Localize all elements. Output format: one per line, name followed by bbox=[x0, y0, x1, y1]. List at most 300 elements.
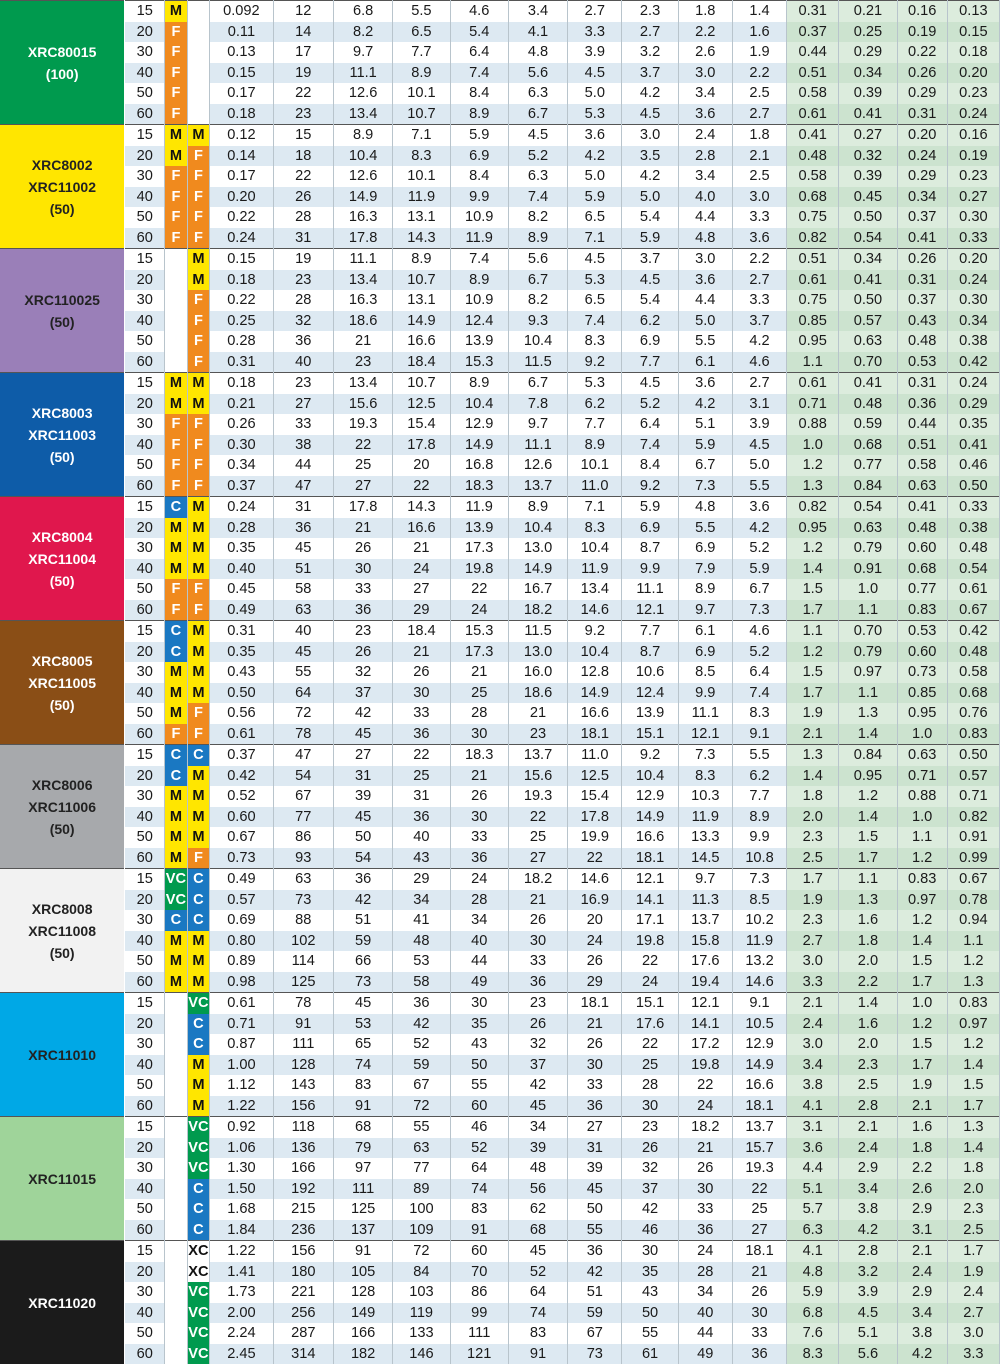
feed-cell: 2.2 bbox=[839, 972, 897, 993]
table-row bbox=[0, 22, 1000, 43]
depth-cell: 50 bbox=[125, 455, 165, 476]
feed-cell: 1.3 bbox=[839, 703, 897, 724]
condition-code-a: M bbox=[165, 931, 188, 952]
condition-code-b bbox=[187, 83, 210, 104]
value-cell: 20 bbox=[393, 455, 450, 476]
feed-cell: 0.53 bbox=[897, 352, 947, 373]
value-cell: 287 bbox=[273, 1323, 333, 1344]
value-cell: 0.73 bbox=[210, 848, 273, 869]
feed-cell: 0.50 bbox=[839, 207, 897, 228]
value-cell: 18.1 bbox=[732, 1096, 786, 1117]
value-cell: 25 bbox=[450, 683, 508, 704]
feed-cell: 1.5 bbox=[897, 1034, 947, 1055]
grade-label-line: (50) bbox=[0, 570, 124, 592]
feed-cell: 2.9 bbox=[839, 1158, 897, 1179]
table-row bbox=[0, 1220, 1000, 1241]
value-cell: 0.25 bbox=[210, 311, 273, 332]
value-cell: 15.8 bbox=[678, 931, 732, 952]
value-cell: 2.2 bbox=[732, 63, 786, 84]
value-cell: 27 bbox=[508, 848, 567, 869]
value-cell: 73 bbox=[333, 972, 392, 993]
condition-code-b: M bbox=[187, 766, 210, 787]
feed-cell: 1.0 bbox=[787, 435, 839, 456]
feed-cell: 1.3 bbox=[787, 745, 839, 766]
value-cell: 2.2 bbox=[732, 249, 786, 270]
value-cell: 29 bbox=[393, 869, 450, 890]
condition-code-a bbox=[165, 1241, 188, 1262]
value-cell: 40 bbox=[393, 827, 450, 848]
table-row bbox=[0, 1323, 1000, 1344]
feed-cell: 0.34 bbox=[839, 249, 897, 270]
feed-cell: 1.7 bbox=[787, 600, 839, 621]
value-cell: 0.17 bbox=[210, 166, 273, 187]
condition-code-b: F bbox=[187, 166, 210, 187]
value-cell: 121 bbox=[450, 1344, 508, 1364]
value-cell: 6.9 bbox=[678, 538, 732, 559]
value-cell: 0.42 bbox=[210, 766, 273, 787]
value-cell: 16.6 bbox=[393, 518, 450, 539]
value-cell: 0.31 bbox=[210, 621, 273, 642]
value-cell: 1.8 bbox=[732, 125, 786, 146]
value-cell: 55 bbox=[450, 1075, 508, 1096]
condition-code-a bbox=[165, 1282, 188, 1303]
feed-cell: 0.83 bbox=[897, 600, 947, 621]
feed-cell: 3.6 bbox=[787, 1138, 839, 1159]
value-cell: 5.5 bbox=[393, 1, 450, 22]
value-cell: 37 bbox=[622, 1179, 678, 1200]
value-cell: 8.3 bbox=[568, 518, 622, 539]
value-cell: 0.37 bbox=[210, 745, 273, 766]
depth-cell: 40 bbox=[125, 1179, 165, 1200]
depth-cell: 20 bbox=[125, 890, 165, 911]
feed-cell: 0.54 bbox=[839, 228, 897, 249]
value-cell: 5.9 bbox=[732, 559, 786, 580]
value-cell: 49 bbox=[678, 1344, 732, 1364]
feed-cell: 4.8 bbox=[787, 1262, 839, 1283]
value-cell: 0.43 bbox=[210, 662, 273, 683]
value-cell: 1.6 bbox=[732, 22, 786, 43]
value-cell: 26 bbox=[273, 187, 333, 208]
value-cell: 0.60 bbox=[210, 807, 273, 828]
feed-cell: 0.29 bbox=[947, 394, 999, 415]
value-cell: 125 bbox=[333, 1199, 392, 1220]
value-cell: 4.5 bbox=[732, 435, 786, 456]
table-row bbox=[0, 518, 1000, 539]
table-row bbox=[0, 228, 1000, 249]
feed-cell: 0.83 bbox=[897, 869, 947, 890]
condition-code-b bbox=[187, 104, 210, 125]
grade-label-line: XRC8006 bbox=[0, 774, 124, 796]
value-cell: 10.3 bbox=[678, 786, 732, 807]
condition-code-a bbox=[165, 1096, 188, 1117]
condition-code-a: F bbox=[165, 600, 188, 621]
condition-code-a: M bbox=[165, 394, 188, 415]
depth-cell: 50 bbox=[125, 579, 165, 600]
depth-cell: 15 bbox=[125, 869, 165, 890]
value-cell: 2.1 bbox=[732, 146, 786, 167]
feed-cell: 0.82 bbox=[787, 228, 839, 249]
feed-cell: 1.2 bbox=[787, 538, 839, 559]
value-cell: 11.1 bbox=[622, 579, 678, 600]
value-cell: 0.37 bbox=[210, 476, 273, 497]
value-cell: 7.3 bbox=[732, 869, 786, 890]
depth-cell: 15 bbox=[125, 373, 165, 394]
feed-cell: 2.4 bbox=[787, 1014, 839, 1035]
value-cell: 1.22 bbox=[210, 1241, 273, 1262]
feed-cell: 2.0 bbox=[947, 1179, 999, 1200]
value-cell: 5.2 bbox=[622, 394, 678, 415]
table-row bbox=[0, 890, 1000, 911]
value-cell: 63 bbox=[273, 600, 333, 621]
value-cell: 41 bbox=[393, 910, 450, 931]
feed-cell: 0.71 bbox=[787, 394, 839, 415]
condition-code-b: C bbox=[187, 1014, 210, 1035]
value-cell: 13.7 bbox=[732, 1117, 786, 1138]
value-cell: 8.5 bbox=[732, 890, 786, 911]
value-cell: 46 bbox=[450, 1117, 508, 1138]
grade-label-line: XRC11004 bbox=[0, 548, 124, 570]
value-cell: 2.2 bbox=[678, 22, 732, 43]
condition-code-a: M bbox=[165, 559, 188, 580]
value-cell: 5.9 bbox=[678, 435, 732, 456]
feed-cell: 1.4 bbox=[839, 724, 897, 745]
value-cell: 14.1 bbox=[678, 1014, 732, 1035]
value-cell: 49 bbox=[450, 972, 508, 993]
value-cell: 86 bbox=[273, 827, 333, 848]
depth-cell: 30 bbox=[125, 538, 165, 559]
table-row bbox=[0, 745, 1000, 766]
value-cell: 50 bbox=[622, 1303, 678, 1324]
value-cell: 2.00 bbox=[210, 1303, 273, 1324]
feed-cell: 1.8 bbox=[787, 786, 839, 807]
value-cell: 13.9 bbox=[450, 331, 508, 352]
value-cell: 44 bbox=[273, 455, 333, 476]
value-cell: 23 bbox=[333, 621, 392, 642]
feed-cell: 3.8 bbox=[897, 1323, 947, 1344]
value-cell: 10.7 bbox=[393, 373, 450, 394]
grade-label bbox=[0, 745, 125, 869]
value-cell: 16.9 bbox=[568, 890, 622, 911]
value-cell: 36 bbox=[508, 972, 567, 993]
table-row bbox=[0, 1303, 1000, 1324]
value-cell: 58 bbox=[273, 579, 333, 600]
feed-cell: 0.23 bbox=[947, 83, 999, 104]
feed-cell: 0.36 bbox=[897, 394, 947, 415]
value-cell: 73 bbox=[568, 1344, 622, 1364]
condition-code-b: M bbox=[187, 270, 210, 291]
value-cell: 1.41 bbox=[210, 1262, 273, 1283]
feed-cell: 2.8 bbox=[839, 1241, 897, 1262]
depth-cell: 20 bbox=[125, 146, 165, 167]
grade-label-line: XRC11010 bbox=[0, 1044, 124, 1066]
feed-cell: 0.68 bbox=[787, 187, 839, 208]
condition-code-b: C bbox=[187, 890, 210, 911]
value-cell: 34 bbox=[393, 890, 450, 911]
feed-cell: 6.8 bbox=[787, 1303, 839, 1324]
feed-cell: 0.24 bbox=[947, 373, 999, 394]
value-cell: 64 bbox=[273, 683, 333, 704]
value-cell: 6.8 bbox=[333, 1, 392, 22]
depth-cell: 60 bbox=[125, 1096, 165, 1117]
feed-cell: 3.2 bbox=[839, 1262, 897, 1283]
value-cell: 221 bbox=[273, 1282, 333, 1303]
value-cell: 43 bbox=[622, 1282, 678, 1303]
value-cell: 4.2 bbox=[732, 331, 786, 352]
value-cell: 256 bbox=[273, 1303, 333, 1324]
feed-cell: 0.30 bbox=[947, 207, 999, 228]
value-cell: 6.9 bbox=[622, 331, 678, 352]
feed-cell: 0.34 bbox=[839, 63, 897, 84]
value-cell: 3.4 bbox=[508, 1, 567, 22]
value-cell: 10.4 bbox=[508, 518, 567, 539]
value-cell: 28 bbox=[622, 1075, 678, 1096]
value-cell: 0.15 bbox=[210, 249, 273, 270]
value-cell: 23 bbox=[273, 104, 333, 125]
feed-cell: 2.0 bbox=[787, 807, 839, 828]
value-cell: 11.9 bbox=[450, 497, 508, 518]
value-cell: 67 bbox=[273, 786, 333, 807]
condition-code-b: VC bbox=[187, 1117, 210, 1138]
value-cell: 13.4 bbox=[568, 579, 622, 600]
grade-label bbox=[0, 125, 125, 249]
condition-code-b: VC bbox=[187, 1344, 210, 1364]
value-cell: 10.2 bbox=[732, 910, 786, 931]
table-row bbox=[0, 807, 1000, 828]
value-cell: 5.5 bbox=[678, 518, 732, 539]
table-row bbox=[0, 703, 1000, 724]
depth-cell: 15 bbox=[125, 745, 165, 766]
value-cell: 5.9 bbox=[450, 125, 508, 146]
feed-cell: 0.91 bbox=[947, 827, 999, 848]
value-cell: 26 bbox=[333, 538, 392, 559]
feed-cell: 3.9 bbox=[839, 1282, 897, 1303]
value-cell: 6.2 bbox=[732, 766, 786, 787]
value-cell: 29 bbox=[393, 600, 450, 621]
value-cell: 24 bbox=[568, 931, 622, 952]
value-cell: 0.18 bbox=[210, 373, 273, 394]
feed-cell: 0.34 bbox=[897, 187, 947, 208]
value-cell: 1.8 bbox=[678, 1, 732, 22]
value-cell: 0.24 bbox=[210, 228, 273, 249]
condition-code-b: F bbox=[187, 187, 210, 208]
value-cell: 28 bbox=[450, 890, 508, 911]
feed-cell: 0.97 bbox=[947, 1014, 999, 1035]
value-cell: 2.45 bbox=[210, 1344, 273, 1364]
condition-code-b: F bbox=[187, 579, 210, 600]
condition-code-a: C bbox=[165, 766, 188, 787]
feed-cell: 1.1 bbox=[787, 352, 839, 373]
value-cell: 17.2 bbox=[678, 1034, 732, 1055]
condition-code-b: C bbox=[187, 910, 210, 931]
feed-cell: 1.4 bbox=[947, 1055, 999, 1076]
value-cell: 0.61 bbox=[210, 993, 273, 1014]
value-cell: 0.24 bbox=[210, 497, 273, 518]
feed-cell: 0.31 bbox=[897, 373, 947, 394]
feed-cell: 0.53 bbox=[897, 621, 947, 642]
value-cell: 5.1 bbox=[678, 414, 732, 435]
grade-label bbox=[0, 621, 125, 745]
depth-cell: 40 bbox=[125, 807, 165, 828]
value-cell: 61 bbox=[622, 1344, 678, 1364]
condition-code-a bbox=[165, 1262, 188, 1283]
condition-code-b bbox=[187, 63, 210, 84]
value-cell: 23 bbox=[333, 352, 392, 373]
depth-cell: 30 bbox=[125, 166, 165, 187]
feed-cell: 2.1 bbox=[787, 993, 839, 1014]
condition-code-b: VC bbox=[187, 1282, 210, 1303]
value-cell: 21 bbox=[508, 890, 567, 911]
value-cell: 22 bbox=[678, 1075, 732, 1096]
condition-code-b: F bbox=[187, 207, 210, 228]
condition-code-b: F bbox=[187, 290, 210, 311]
value-cell: 45 bbox=[273, 538, 333, 559]
value-cell: 30 bbox=[450, 724, 508, 745]
condition-code-a bbox=[165, 1323, 188, 1344]
value-cell: 2.24 bbox=[210, 1323, 273, 1344]
grade-label-line: XRC110025 bbox=[0, 289, 124, 311]
value-cell: 14.5 bbox=[678, 848, 732, 869]
feed-cell: 0.41 bbox=[897, 497, 947, 518]
feed-cell: 0.71 bbox=[897, 766, 947, 787]
feed-cell: 0.67 bbox=[947, 869, 999, 890]
value-cell: 46 bbox=[622, 1220, 678, 1241]
value-cell: 37 bbox=[333, 683, 392, 704]
value-cell: 4.5 bbox=[508, 125, 567, 146]
feed-cell: 0.70 bbox=[839, 621, 897, 642]
value-cell: 15.7 bbox=[732, 1138, 786, 1159]
feed-cell: 3.8 bbox=[839, 1199, 897, 1220]
feed-cell: 0.79 bbox=[839, 538, 897, 559]
value-cell: 35 bbox=[622, 1262, 678, 1283]
grade-label-line: (50) bbox=[0, 942, 124, 964]
table-row bbox=[0, 1282, 1000, 1303]
value-cell: 45 bbox=[273, 642, 333, 663]
feed-cell: 0.29 bbox=[897, 83, 947, 104]
value-cell: 38 bbox=[273, 435, 333, 456]
value-cell: 32 bbox=[508, 1034, 567, 1055]
value-cell: 24 bbox=[678, 1241, 732, 1262]
value-cell: 2.4 bbox=[678, 125, 732, 146]
value-cell: 22 bbox=[622, 951, 678, 972]
table-row bbox=[0, 993, 1000, 1014]
value-cell: 3.6 bbox=[732, 497, 786, 518]
value-cell: 11.5 bbox=[508, 621, 567, 642]
condition-code-b: M bbox=[187, 394, 210, 415]
value-cell: 21 bbox=[678, 1138, 732, 1159]
table-row bbox=[0, 1075, 1000, 1096]
depth-cell: 60 bbox=[125, 724, 165, 745]
table-row bbox=[0, 435, 1000, 456]
value-cell: 7.9 bbox=[678, 559, 732, 580]
condition-code-b: M bbox=[187, 373, 210, 394]
depth-cell: 15 bbox=[125, 1241, 165, 1262]
value-cell: 14.6 bbox=[568, 600, 622, 621]
depth-cell: 50 bbox=[125, 951, 165, 972]
value-cell: 9.2 bbox=[622, 476, 678, 497]
value-cell: 0.50 bbox=[210, 683, 273, 704]
value-cell: 21 bbox=[568, 1014, 622, 1035]
table-row bbox=[0, 931, 1000, 952]
depth-cell: 50 bbox=[125, 1199, 165, 1220]
value-cell: 78 bbox=[273, 724, 333, 745]
feed-cell: 1.2 bbox=[787, 642, 839, 663]
condition-code-b: VC bbox=[187, 1138, 210, 1159]
feed-cell: 0.88 bbox=[787, 414, 839, 435]
feed-cell: 2.4 bbox=[947, 1282, 999, 1303]
value-cell: 0.20 bbox=[210, 187, 273, 208]
value-cell: 8.9 bbox=[393, 249, 450, 270]
value-cell: 8.9 bbox=[450, 373, 508, 394]
depth-cell: 40 bbox=[125, 1055, 165, 1076]
value-cell: 8.2 bbox=[508, 207, 567, 228]
feed-cell: 0.29 bbox=[839, 42, 897, 63]
condition-code-a: F bbox=[165, 228, 188, 249]
value-cell: 2.8 bbox=[678, 146, 732, 167]
table-row bbox=[0, 414, 1000, 435]
value-cell: 0.67 bbox=[210, 827, 273, 848]
value-cell: 14.9 bbox=[508, 559, 567, 580]
value-cell: 26 bbox=[678, 1158, 732, 1179]
grade-label-line: XRC11020 bbox=[0, 1292, 124, 1314]
value-cell: 72 bbox=[273, 703, 333, 724]
depth-cell: 60 bbox=[125, 228, 165, 249]
feed-cell: 0.78 bbox=[947, 890, 999, 911]
value-cell: 19.8 bbox=[622, 931, 678, 952]
value-cell: 11.1 bbox=[333, 63, 392, 84]
value-cell: 17.6 bbox=[678, 951, 732, 972]
value-cell: 4.5 bbox=[568, 63, 622, 84]
value-cell: 39 bbox=[508, 1138, 567, 1159]
feed-cell: 0.41 bbox=[787, 125, 839, 146]
value-cell: 8.3 bbox=[678, 766, 732, 787]
value-cell: 63 bbox=[273, 869, 333, 890]
condition-code-a bbox=[165, 993, 188, 1014]
value-cell: 62 bbox=[508, 1199, 567, 1220]
value-cell: 18.4 bbox=[393, 621, 450, 642]
condition-code-b: C bbox=[187, 745, 210, 766]
depth-cell: 60 bbox=[125, 848, 165, 869]
value-cell: 6.7 bbox=[508, 104, 567, 125]
condition-code-b: C bbox=[187, 1220, 210, 1241]
value-cell: 26 bbox=[732, 1282, 786, 1303]
condition-code-a: M bbox=[165, 146, 188, 167]
depth-cell: 40 bbox=[125, 1303, 165, 1324]
value-cell: 14 bbox=[273, 22, 333, 43]
feed-cell: 0.73 bbox=[897, 662, 947, 683]
depth-cell: 30 bbox=[125, 1282, 165, 1303]
value-cell: 21 bbox=[393, 538, 450, 559]
feed-cell: 0.26 bbox=[897, 249, 947, 270]
value-cell: 10.7 bbox=[393, 270, 450, 291]
value-cell: 6.7 bbox=[508, 270, 567, 291]
table-row bbox=[0, 538, 1000, 559]
grade-label bbox=[0, 1, 125, 125]
value-cell: 12 bbox=[273, 1, 333, 22]
value-cell: 5.0 bbox=[622, 187, 678, 208]
condition-code-a: M bbox=[165, 786, 188, 807]
feed-cell: 0.95 bbox=[787, 518, 839, 539]
grade-label-line: XRC11002 bbox=[0, 176, 124, 198]
value-cell: 60 bbox=[450, 1241, 508, 1262]
value-cell: 7.4 bbox=[732, 683, 786, 704]
feed-cell: 1.3 bbox=[787, 476, 839, 497]
condition-code-b: F bbox=[187, 600, 210, 621]
value-cell: 5.9 bbox=[622, 228, 678, 249]
feed-cell: 0.42 bbox=[947, 352, 999, 373]
value-cell: 47 bbox=[273, 476, 333, 497]
value-cell: 55 bbox=[622, 1323, 678, 1344]
value-cell: 8.9 bbox=[568, 435, 622, 456]
